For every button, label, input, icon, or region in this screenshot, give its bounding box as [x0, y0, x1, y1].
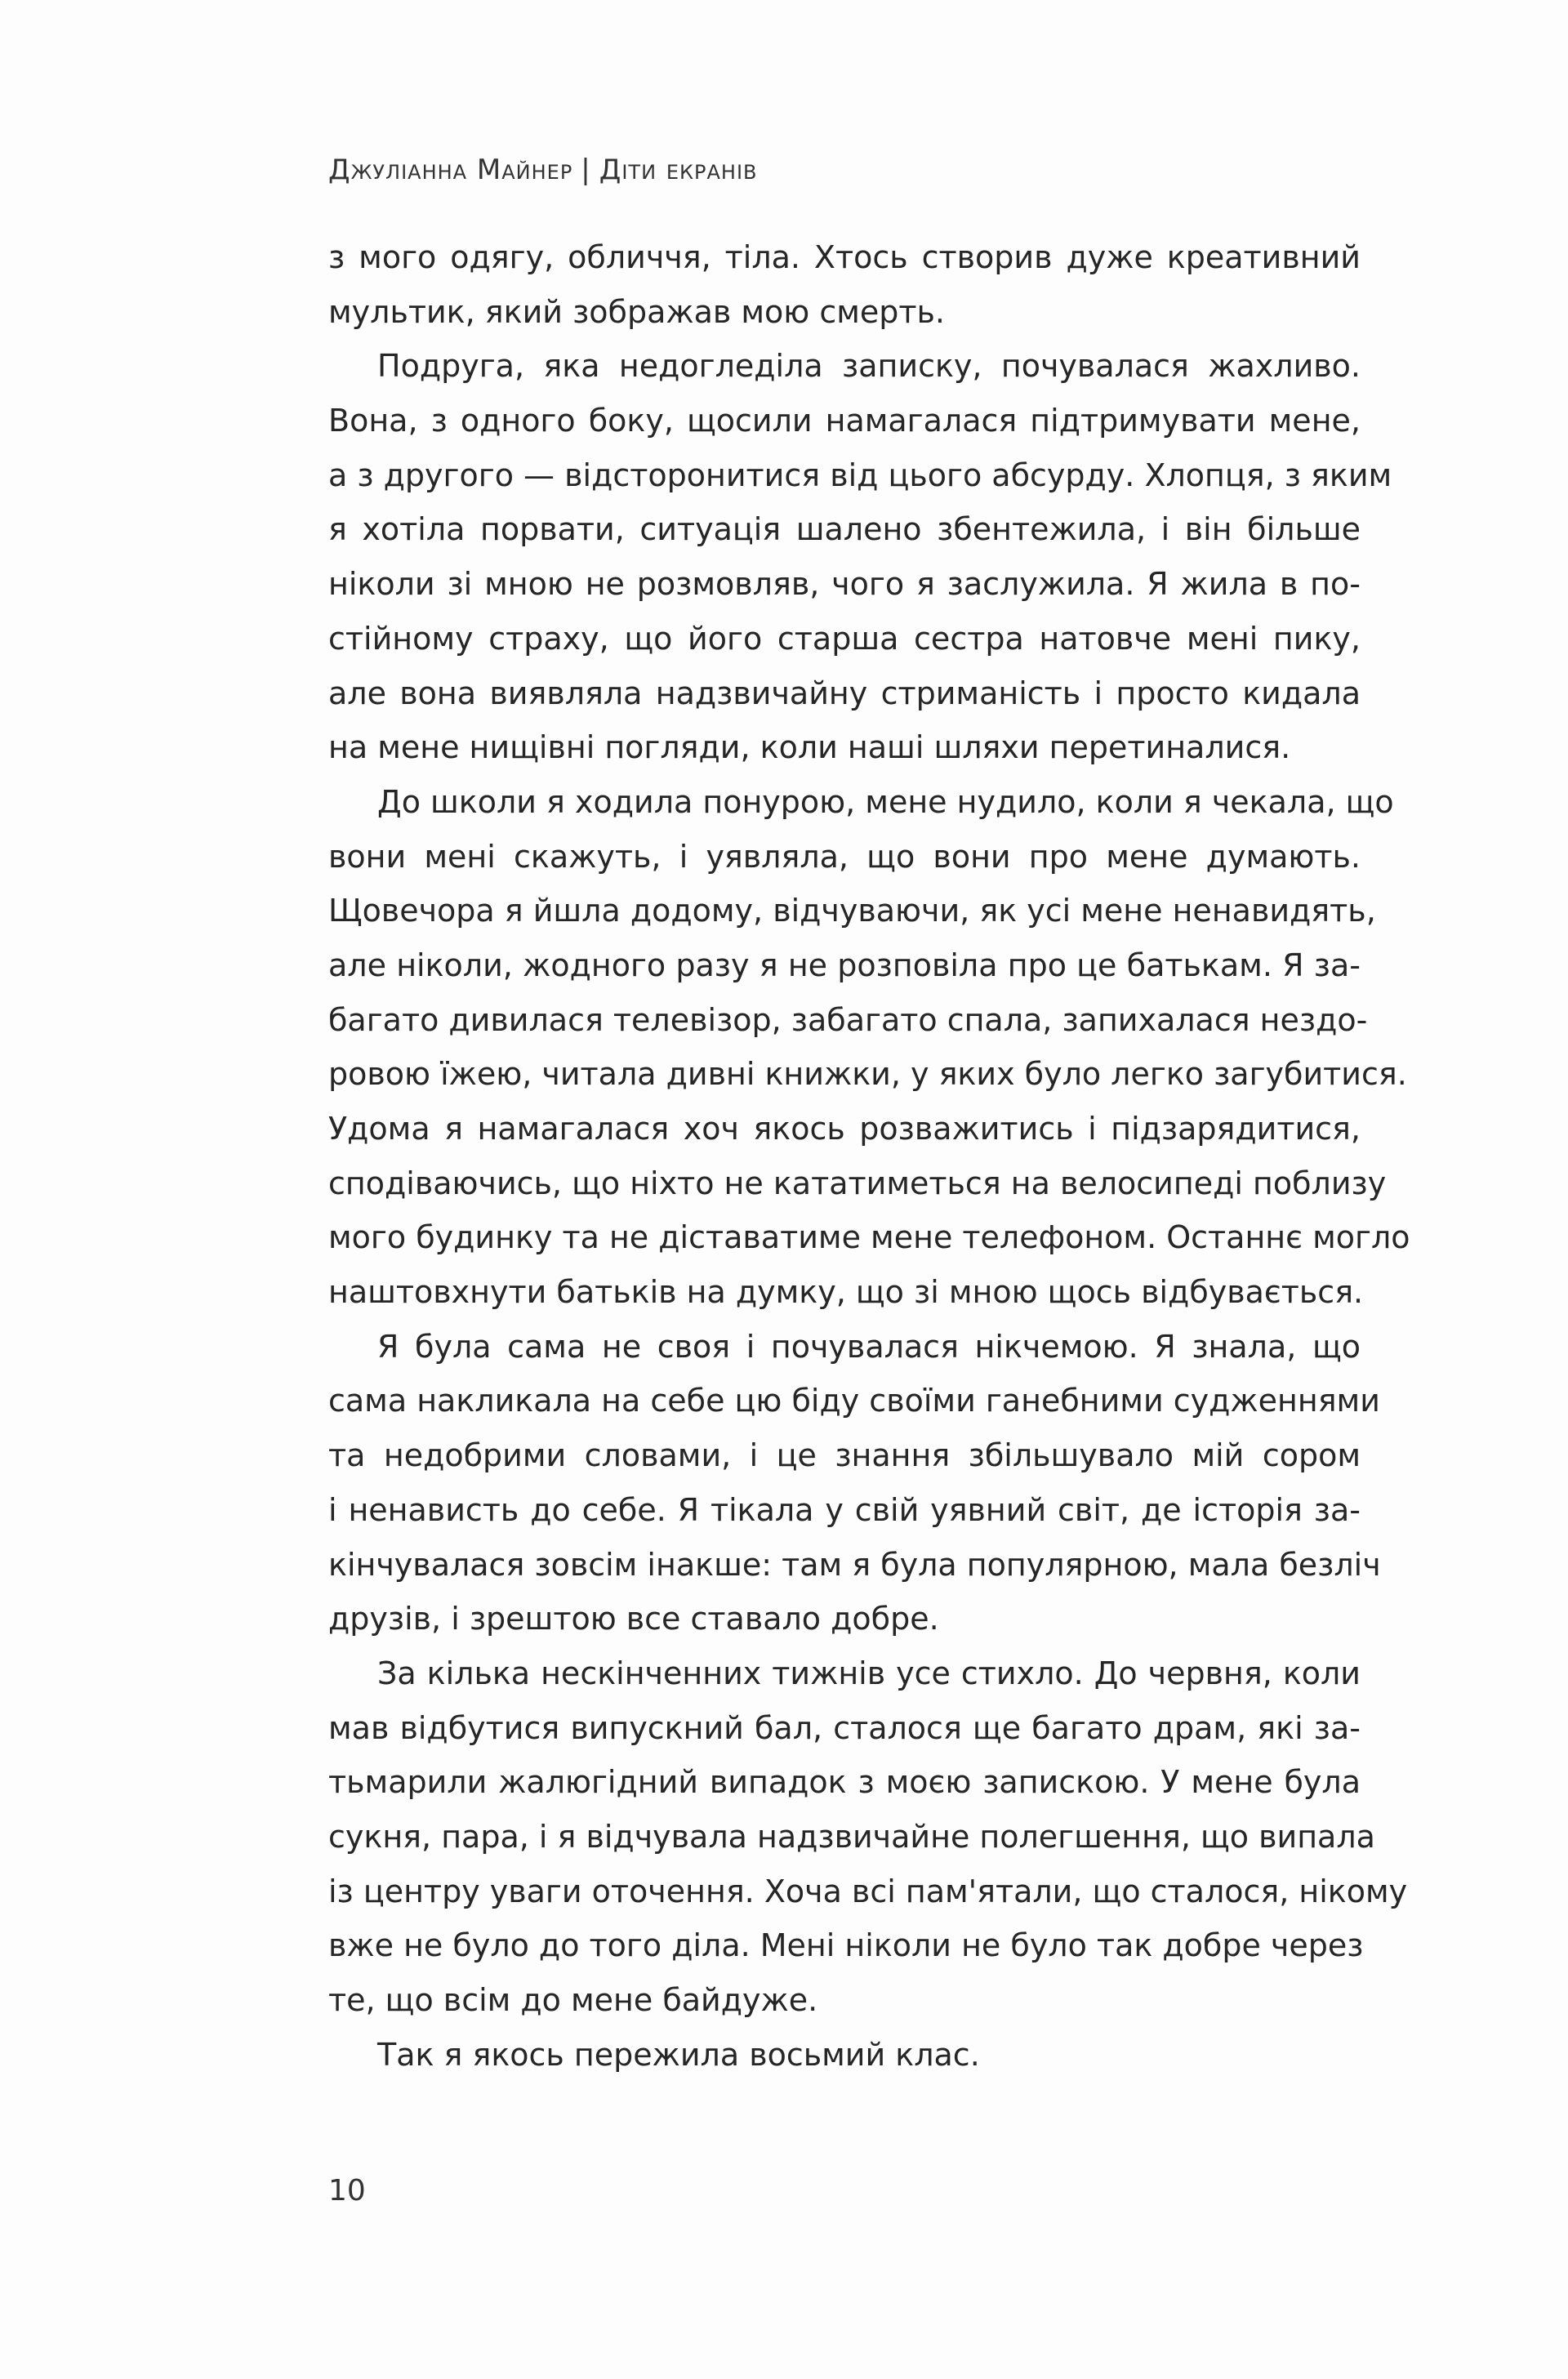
text-line: Я була сама не своя і почувалася нікчемою. Я знала, що [377, 1328, 1361, 1365]
text-line: я хотіла порвати, ситуація шалено збентежила, і він більше [328, 511, 1361, 548]
paragraph [328, 1320, 1381, 1646]
text-line: сама накликала на себе цю біду своїми ганебними судженнями [328, 1383, 1380, 1419]
text-line: мультик, який зображав мою смерть. [328, 293, 946, 330]
text-line: До школи я ходила понурою, мене нудило, коли я чекала, що [377, 783, 1394, 820]
paragraph [328, 1646, 1408, 2028]
paragraph [328, 2028, 1361, 2083]
text-line: сподіваючись, що ніхто не кататиметься на велосипеді поблизу [328, 1165, 1387, 1201]
text-line: на мене нищівні погляди, коли наші шляхи перетиналися. [328, 729, 1291, 766]
text-line: вже не було до того діла. Мені ніколи не було так добре через [328, 1927, 1364, 1964]
text-line: багато дивилася телевізор, забагато спала, запихалася нездо- [328, 1001, 1368, 1038]
text-line: та недобрими словами, і це знання збільшувало мій сором [328, 1437, 1361, 1474]
text-line: Так я якось пережила восьмий клас. [377, 2036, 980, 2073]
header-book-title: Діти екранів [599, 154, 758, 186]
text-line: із центру уваги оточення. Хоча всі пам'ятали, що сталося, нікому [328, 1873, 1408, 1909]
text-line: з мого одягу, обличчя, тіла. Хтось створив дуже креативний [328, 239, 1361, 275]
text-line: але вона виявляла надзвичайну стриманість і просто кидала [328, 675, 1361, 711]
header-separator: | [581, 154, 591, 186]
text-line: сукня, пара, і я відчувала надзвичайне полегшення, що випала [328, 1818, 1375, 1855]
text-line: а з другого — відсторонитися від цього абсурду. Хлопця, з яким [328, 457, 1392, 493]
text-line: але ніколи, жодного разу я не розповіла про це батькам. Я за- [328, 947, 1361, 983]
text-line: мав відбутися випускний бал, сталося ще багато драм, які за- [328, 1709, 1361, 1746]
text-line: мого будинку та не діставатиме мене телефоном. Останнє могло [328, 1219, 1410, 1256]
text-line: друзів, і зрештою все ставало добре. [328, 1601, 939, 1637]
text-line: і ненависть до себе. Я тікала у свій уявний світ, де історія за- [328, 1491, 1361, 1528]
header-author: Джуліанна Майнер [328, 154, 573, 186]
text-line: вони мені скажуть, і уявляла, що вони про мене думають. [328, 838, 1361, 875]
running-header [328, 154, 758, 186]
text-line: ровою їжею, читала дивні книжки, у яких було легко загубитися. [328, 1056, 1407, 1093]
paragraph [328, 339, 1392, 775]
text-line: Щовечора я йшла додому, відчуваючи, як усі мене ненавидять, [328, 893, 1376, 929]
text-line: стійному страху, що його старша сестра натовче мені пику, [328, 620, 1361, 657]
text-line: Удома я намагалася хоч якось розважитись і підзарядитися, [328, 1111, 1361, 1147]
text-line: ніколи зі мною не розмовляв, чого я заслужила. Я жила в по- [328, 566, 1361, 603]
text-line: За кілька нескінченних тижнів усе стихло. До червня, коли [377, 1655, 1361, 1691]
page-number: 10 [328, 2174, 366, 2207]
paragraph [328, 230, 1361, 339]
paragraph [328, 775, 1410, 1320]
text-line: Вона, з одного боку, щосили намагалася підтримувати мене, [328, 403, 1361, 439]
body-text [328, 230, 1410, 2082]
text-line: тьмарили жалюгідний випадок з моєю запискою. У мене була [328, 1764, 1361, 1801]
text-line: Подруга, яка недогледіла записку, почувалася жахливо. [377, 348, 1361, 385]
text-line: наштовхнути батьків на думку, що зі мною щось відбувається. [328, 1274, 1364, 1311]
text-line: те, що всім до мене байдуже. [328, 1982, 818, 2018]
text-line: кінчувалася зовсім інакше: там я була популярною, мала безліч [328, 1546, 1381, 1583]
